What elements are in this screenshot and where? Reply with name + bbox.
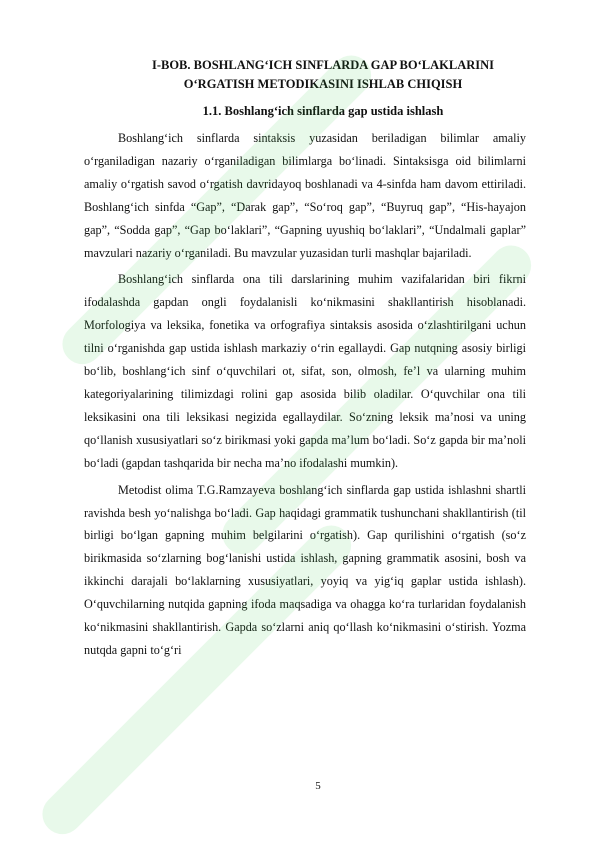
page-number: 5: [315, 780, 321, 792]
paragraph-3: Metodist olima T.G.Ramzayeva boshlang‘ich sinflarda gap ustida ishlashni shartli ravishda besh yo‘nalishga bo‘ladi. Gap haqidagi grammatik tushunchani shakllantirish (til birligi bo‘lgan gapning muhim belgilarini o‘rgatish). Gap qurilishini o‘rgatish (so‘z birikmasida so‘zlarning bog‘lanishi ustida ishlash, gapning grammatik asosini, bosh va ikkinchi darajali bo‘laklarning xususiyatlari, yoyiq va yig‘iq gaplar ustida ishlash). O‘quvchilarning nutqida gapning ifoda maqsadiga va ohagga ko‘ra turlaridan foydalanish ko‘nikmasini shakllantirish. Gapda so‘zlarni aniq qo‘llash ko‘nikmasini o‘stirish. Yozma nutqda gapni to‘g‘ri: [84, 482, 526, 657]
paragraph-2: Boshlang‘ich sinflarda ona tili darslarining muhim vazifalaridan biri fikrni ifodalashda gapdan ongli foydalanisli ko‘nikmasini shakllantirish hisoblanadi. Morfologiya va leksika, fonetika va orfografiya sintaksis asosida o‘zlashtirilgani uchun tilni o‘rganishda gap ustida ishlash markaziy o‘rin egallaydi. Gap nutqning asosiy birligi bo‘lib, boshlang‘ich sinf o‘quvchilari ot, sifat, son, olmosh, fe’l va ularning muhim kategoriyalarining tilimizdagi rolini gap asosida bilib oladilar. O‘quvchilar ona tili leksikasini ona tili leksikasi negizida egallaydilar. So‘zning leksik ma’nosi va uning qo‘llanish xususiyatlari so‘z birikmasi yoki gapda ma’lum bo‘ladi. So‘z gapda bir ma’noli bo‘ladi (gapdan tashqarida bir necha ma’no ifodalashi mumkin).: [84, 272, 526, 470]
chapter-title-line1: I-BOB. BOSHLANG‘ICH SINFLARDA GAP BO‘LAKLARINI: [151, 58, 495, 72]
section-subtitle: 1.1. Boshlang‘ich sinflarda gap ustida ishlash: [202, 104, 444, 118]
paragraph-1: Boshlang‘ich sinflarda sintaksis yuzasidan beriladigan bilimlar amaliy o‘rganiladigan nazariy o‘rganiladigan bilimlarga bo‘linadi. Sintaksisga oid bilimlarni amaliy o‘rgatish savod o‘rgatish davridayoq boshlanadi va 4-sinfda ham davom ettiriladi. Boshlang‘ich sinfda “Gap”, “Darak gap”, “So‘roq gap”, “Buyruq gap”, “His-hayajon gap”, “Sodda gap”, “Gap bo‘laklari”, “Gapning uyushiq bo‘laklari”, “Undalmali gaplar” mavzulari nazariy o‘rganiladi. Bu mavzular yuzasidan turli mashqlar bajariladi.: [84, 131, 526, 260]
chapter-title-line2: O‘RGATISH METODIKASINI ISHLAB CHIQISH: [183, 77, 463, 91]
page-content: [84, 56, 526, 662]
